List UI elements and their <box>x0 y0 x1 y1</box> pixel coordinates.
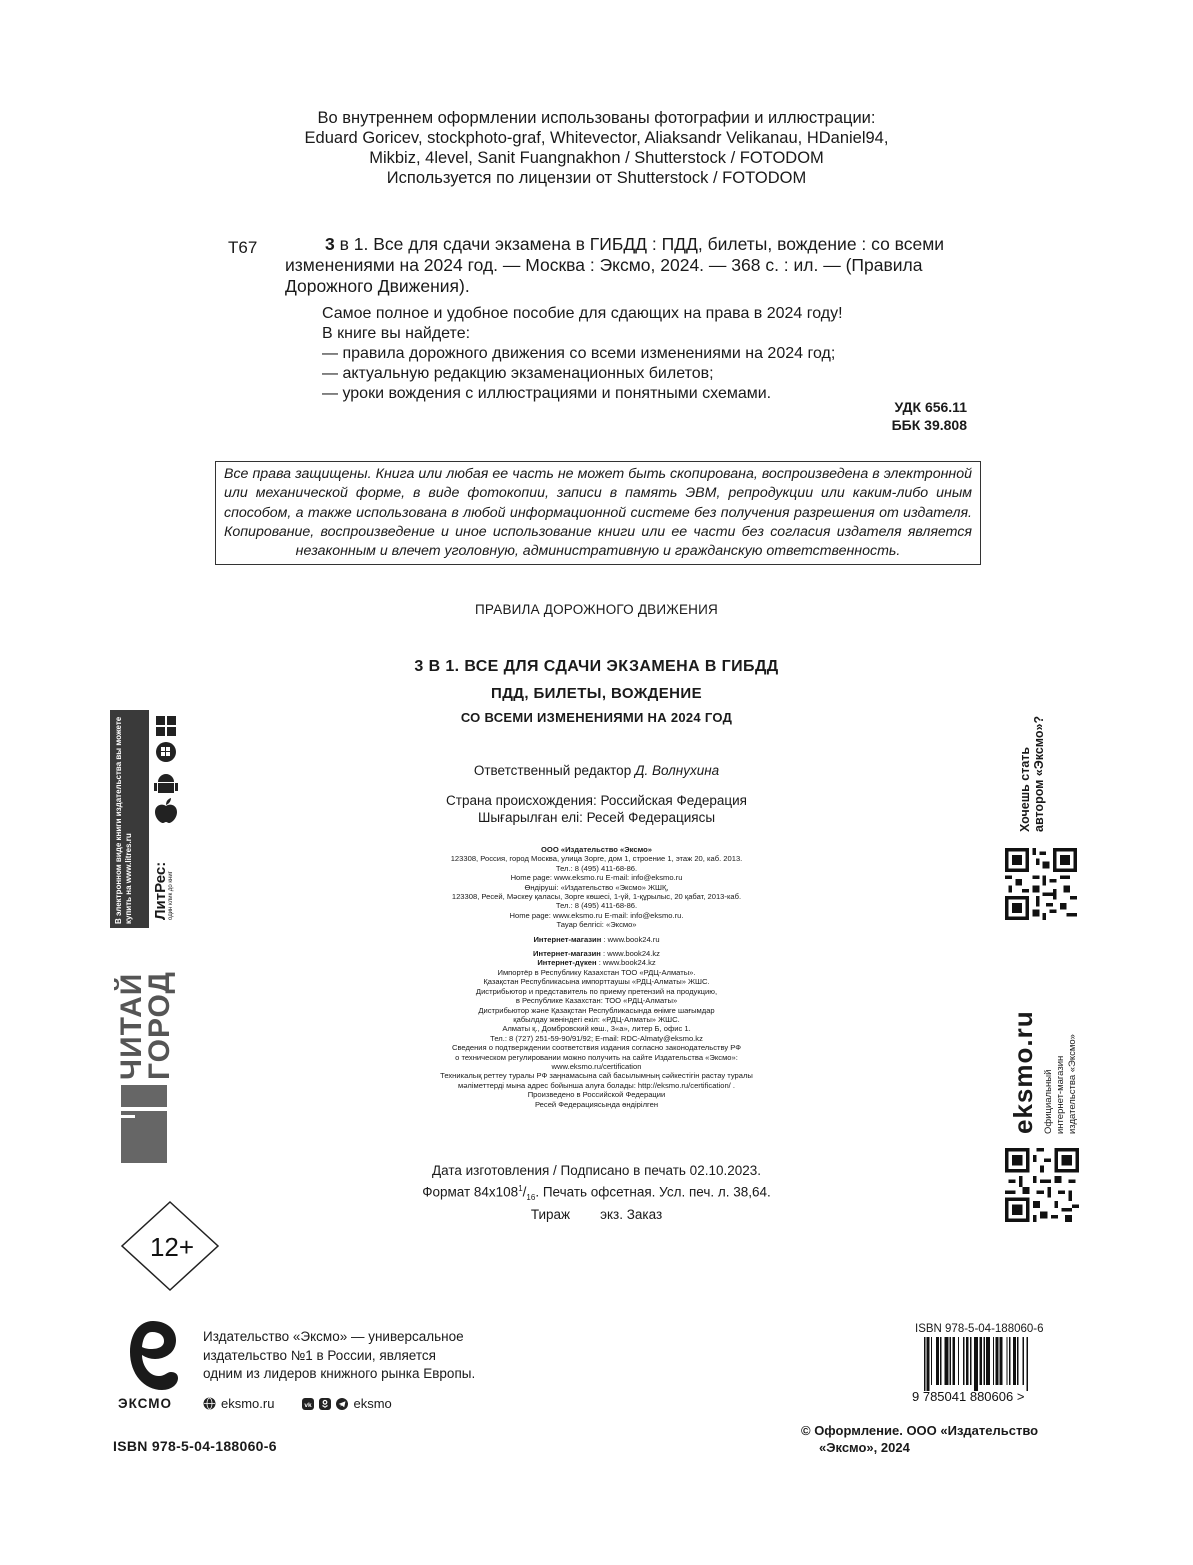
udk-code: УДК 656.11 <box>894 399 967 415</box>
copyright-notice <box>801 1422 1081 1456</box>
chitai-line-2: ГОРОД <box>143 971 176 1080</box>
qr-code-shop[interactable] <box>1005 1148 1079 1222</box>
country-ru: Страна происхождения: Российская Федерация <box>446 793 747 808</box>
title-line-3: СО ВСЕМИ ИЗМЕНЕНИЯМИ НА 2024 ГОД <box>460 710 733 725</box>
annotation-line-4: — актуальную редакцию экзаменационных билетов; <box>322 365 714 382</box>
barcode-bar <box>958 1337 959 1385</box>
telegram-icon <box>336 1398 348 1410</box>
windows-icon <box>156 716 176 736</box>
trademark: Тауар белгісі: «Эксмо» <box>556 920 637 930</box>
format-denominator: 16 <box>526 1192 536 1202</box>
importer: Импортёр в Республику Казахстан ТОО «РДЦ-Алматы». <box>497 967 696 977</box>
barcode-bar <box>1009 1337 1010 1385</box>
eksmo-logo-icon <box>122 1318 184 1394</box>
biblio-bold-lead: 3 <box>325 234 335 254</box>
barcode-bar <box>931 1337 932 1385</box>
publisher-web: Home page: www.eksmo.ru E-mail: info@eksmo.ru <box>510 873 683 883</box>
barcode-bar <box>944 1337 948 1385</box>
country-of-origin <box>300 792 893 826</box>
annotation-line-3: — правила дорожного движения со всеми изменениями на 2024 год; <box>322 345 836 362</box>
bbk-code: ББК 39.808 <box>891 417 967 433</box>
eksmo-blurb-line-3: одним из лидеров книжного рынка Европы. <box>203 1366 476 1381</box>
eksmo-blurb <box>203 1328 533 1384</box>
credits-line-3: Mikbiz, 4level, Sanit Fuangnakhon / Shutterstock / FOTODOM <box>369 149 824 167</box>
importer-kz: Қазақстан Республикасына импорттаушы «РДЦ-Алматы» ЖШС. <box>483 977 710 987</box>
shop-kz2-label: Интернет-дүкен <box>537 958 597 968</box>
publisher-name: ООО «Издательство «Эксмо» <box>541 845 652 854</box>
litres-logo: ЛитРес: <box>152 861 169 920</box>
barcode-bar <box>979 1337 982 1385</box>
publisher-kz-address: 123308, Ресей, Мәскеу қаласы, Зорге көшесі, 1-үй, 1-құрылыс, 20 қабат, 2013-каб. <box>451 892 742 902</box>
barcode-bar <box>940 1337 941 1385</box>
print-format: Формат $84х108^1/_{16}$. Печать офсетная. Усл. печ. л. 38,64. <box>422 1183 771 1202</box>
isbn-barcode <box>912 1337 1082 1405</box>
eksmo-wordmark: ЭКСМО <box>118 1396 172 1411</box>
distributor-2: в Республике Казахстан: ТОО «РДЦ-Алматы» <box>515 996 678 1006</box>
annotation-line-1: Самое полное и удобное пособие для сдающих на права в 2024 году! <box>322 305 843 322</box>
print-date: Дата изготовления / Подписано в печать 02.10.2023. <box>432 1163 761 1178</box>
litres-note <box>114 712 134 924</box>
publisher-address: 123308, Россия, город Москва, улица Зорге, дом 1, строение 1, этаж 20, каб. 2013. <box>450 854 743 864</box>
barcode-bar <box>924 1337 925 1391</box>
publisher-kz-name: Өндіруші: «Издательство «Эксмо» ЖШҚ, <box>524 882 669 892</box>
distributor-kz-1: Дистрибьютор және Қазақстан Республикасында өнімге шағымдар <box>478 1005 715 1015</box>
title-line-2: ПДД, БИЛЕТЫ, ВОЖДЕНИЕ <box>491 685 702 702</box>
barcode-digits: 9 785041 880606 > <box>912 1389 1025 1404</box>
barcode-bar <box>970 1337 971 1385</box>
barcode-bar <box>1006 1337 1007 1385</box>
certification-1: Сведения о подтверждении соответствия издания согласно законодательству РФ <box>451 1043 742 1053</box>
biblio-text: в 1. Все для сдачи экзамена в ГИБДД : ПДД, билеты, вождение : со всеми изменениями на 2024 год. — Москва : Эксмо, 2024. — 368 с. : ил. — (Правила Дорожного Движения). <box>285 234 945 296</box>
barcode-bar <box>936 1337 939 1385</box>
series-name: ПРАВИЛА ДОРОЖНОГО ДВИЖЕНИЯ <box>475 602 718 617</box>
shop-kz-value: : www.book24.kz <box>600 949 660 959</box>
editor-name: Д. Волнухина <box>634 763 720 778</box>
litres-tagline: один клик до книг <box>168 871 174 920</box>
print-run: Тираж экз. Заказ <box>530 1207 663 1223</box>
shop-line-3: издательства «Эксмо» <box>1067 1034 1078 1134</box>
country-kz: Шығарылған елі: Ресей Федерациясы <box>477 810 716 825</box>
bibliographic-record <box>285 234 975 297</box>
isbn-bottom: ISBN 978-5-04-188060-6 <box>113 1438 277 1454</box>
litres-note-line-1: В электронном виде книги издательства вы можете <box>114 716 123 924</box>
eksmo-ru-logo: eksmo.ru <box>1008 1010 1038 1134</box>
chitai-gorod-logo <box>115 962 176 1080</box>
chitai-gorod-mark <box>120 1085 168 1163</box>
age-rating-text: 12+ <box>149 1232 195 1262</box>
credits-line-4: Используется по лицензии от Shutterstock / FOTODOM <box>386 169 807 187</box>
made-in-kz: Ресей Федерациясында өндірілген <box>534 1099 659 1109</box>
barcode-bar <box>1017 1337 1018 1385</box>
barcode-bar <box>1027 1337 1028 1391</box>
barcode-bar <box>966 1337 969 1385</box>
eksmo-blurb-line-1: Издательство «Эксмо» — универсальное <box>203 1329 464 1344</box>
barcode-bar <box>986 1337 990 1385</box>
shop-line-1: Официальный <box>1043 1069 1054 1134</box>
title-line-1: 3 В 1. ВСЕ ДЛЯ СДАЧИ ЭКЗАМЕНА В ГИБДД <box>414 658 779 675</box>
svg-text:vk: vk <box>304 1401 313 1409</box>
almaty-address: Алматы қ., Домбровский көш., 3«а», литер Б, офис 1. <box>502 1024 691 1034</box>
almaty-tel: Тел.: 8 (727) 251-59-90/91/92; E-mail: RDC-Almaty@eksmo.kz <box>490 1033 703 1043</box>
eksmo-shop-caption <box>1043 1008 1079 1134</box>
shop-kz2-value: : www.book24.kz <box>596 958 656 968</box>
copyright-line-2: «Эксмо», 2024 <box>819 1440 910 1455</box>
certification-kz-2: мәліметтерді мына адрес бойынша алуға болады: http://eksmo.ru/certification/ . <box>457 1080 736 1090</box>
barcode-bar <box>1013 1337 1016 1385</box>
shop-value: : www.book24.ru <box>601 934 660 944</box>
shop-kz-label: Интернет-магазин <box>533 949 601 959</box>
eksmo-social-handle[interactable]: eksmo <box>353 1396 392 1411</box>
barcode-bar <box>974 1337 978 1391</box>
android-icon <box>154 774 178 793</box>
platform-icons <box>152 714 180 826</box>
format-text: Формат 84х108 <box>422 1184 519 1199</box>
image-credits <box>200 108 993 188</box>
eksmo-blurb-line-2: издательство №1 в России, является <box>203 1347 436 1363</box>
format-numerator: 1 <box>518 1183 523 1193</box>
distributor-kz-2: қабылдау жөніндегі екіл: «РДЦ-Алматы» ЖШС. <box>513 1014 680 1024</box>
format-text-2: . Печать офсетная. Усл. печ. л. 38,64. <box>535 1184 771 1199</box>
vk-icon <box>302 1398 314 1410</box>
barcode-bar <box>952 1337 955 1385</box>
classification-codes <box>780 398 967 434</box>
copyright-line-1: © Оформление. ООО «Издательство <box>801 1423 1039 1438</box>
annotation-line-5: — уроки вождения с иллюстрациями и понятными схемами. <box>322 385 772 402</box>
print-info <box>330 1162 863 1224</box>
publisher-kz-tel: Тел.: 8 (495) 411-68-86. <box>555 901 638 911</box>
eksmo-links <box>203 1396 392 1411</box>
eksmo-site-link[interactable]: eksmo.ru <box>221 1396 275 1411</box>
barcode-bar <box>983 1337 984 1385</box>
responsible-editor <box>300 763 893 778</box>
annotation-line-2: В книге вы найдете: <box>322 325 471 342</box>
certification-2: о техническом регулировании можно получить на сайте Издательства «Эксмо»: <box>455 1052 738 1062</box>
distributor-1: Дистрибьютор и представитель по приему претензий на продукцию, <box>475 986 718 996</box>
barcode-bar <box>950 1337 951 1385</box>
question-line-2: автором «Эксмо»? <box>1032 715 1046 832</box>
editor-label: Ответственный редактор <box>473 763 635 778</box>
litres-note-line-2: купить на www.litres.ru <box>124 833 133 924</box>
barcode-isbn: ISBN 978-5-04-188060-6 <box>915 1323 1044 1335</box>
barcode-bar <box>963 1337 964 1385</box>
barcode-bar <box>996 1337 999 1385</box>
qr-code-author[interactable] <box>1005 848 1077 920</box>
apple-icon <box>155 798 177 823</box>
credits-line-2: Eduard Goricev, stockphoto-graf, Whitevector, Aliaksandr Velikanau, HDaniel94, <box>304 129 889 147</box>
publisher-kz-web: Home page: www.eksmo.ru E-mail: info@eksmo.ru. <box>509 910 684 920</box>
barcode-bar <box>993 1337 994 1385</box>
credits-line-1: Во внутреннем оформлении использованы фотографии и иллюстрации: <box>317 109 876 127</box>
author-sign-code: Т67 <box>228 238 258 257</box>
question-line-1: Хочешь стать <box>1018 746 1032 832</box>
publisher-tel: Тел.: 8 (495) 411-68-86. <box>555 863 638 873</box>
windows-phone-icon <box>156 742 176 762</box>
barcode-bar <box>927 1337 930 1391</box>
made-in-ru: Произведено в Российской Федерации <box>527 1090 666 1100</box>
age-rating-badge <box>120 1200 220 1292</box>
certification-kz-1: Техникалық реттеу туралы РФ заңнамасына сай басылымның сәйкестігін растау туралы <box>440 1071 753 1081</box>
barcode-bar <box>1000 1337 1003 1385</box>
certification-3: www.eksmo.ru/certification <box>551 1061 642 1071</box>
annotation <box>322 304 977 404</box>
become-author-question <box>1018 712 1046 832</box>
publisher-info <box>330 845 863 1109</box>
shop-label: Интернет-магазин <box>533 934 602 944</box>
shop-line-2: интернет-магазин <box>1055 1055 1066 1134</box>
rights-notice-box: Все права защищены. Книга или любая ее часть не может быть скопирована, воспроизведена в электронной или механической форме, в виде фотокопии, записи в память ЭВМ, репродукции или каким-либо иным способом, а также использована в любой информационной системе без получения разрешения от издателя. Копирование, воспроизведение и иное использование книги или ее части без согласия издателя является незаконным и влечет уголовную, административную и гражданскую ответственность. <box>215 461 981 565</box>
barcode-bar <box>1023 1337 1024 1385</box>
globe-icon <box>203 1397 216 1410</box>
ok-icon <box>319 1398 331 1410</box>
chitai-line-1: ЧИТАЙ <box>115 972 148 1080</box>
